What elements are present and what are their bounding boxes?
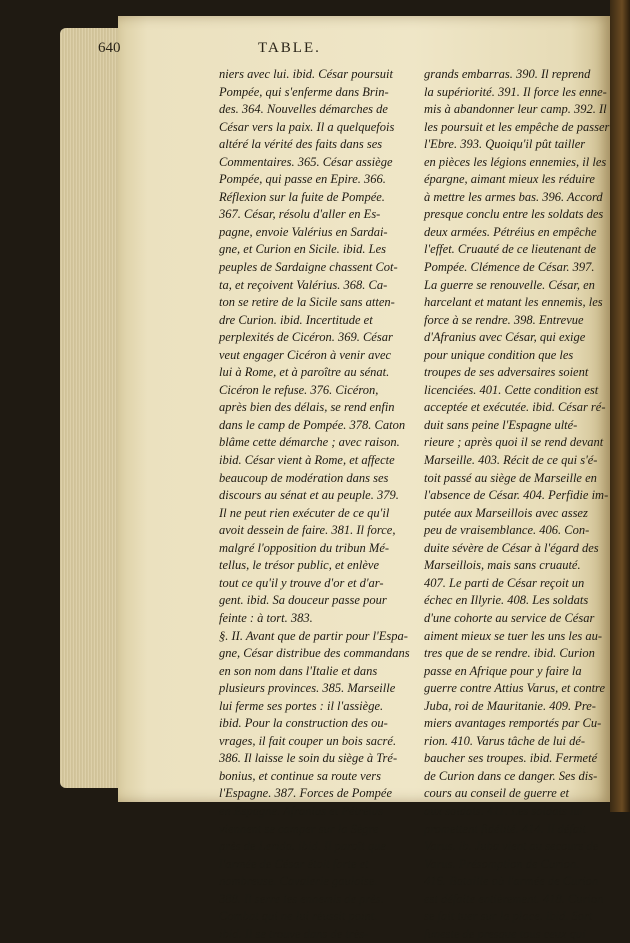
text-line: rieure ; après quoi il se rend devant <box>424 435 604 450</box>
text-line: échec en Illyrie. 408. Les soldats <box>424 593 589 608</box>
text-line: ibid. César vient à Rome, et affecte <box>219 453 395 468</box>
text-line: dre Curion. ibid. Incertitude et <box>219 312 373 327</box>
text-line: Pompée, qui passe en Epire. 366. <box>219 172 386 187</box>
text-line: gent. ibid. Sa douceur passe pour <box>219 593 387 608</box>
text-line: altéré la vérité des faits dans ses <box>219 137 383 152</box>
text-line: funeste de presque tous ceux qui <box>424 926 586 941</box>
text-line: Marseille. 403. Récit de ce qui s'é- <box>424 453 598 468</box>
text-line: après bien des délais, se rend enfin <box>219 400 395 415</box>
text-line: Varus. ib. Juba vient au secours de <box>424 839 599 854</box>
page-header <box>98 38 428 60</box>
text-line: à mettre les armes bas. 396. Accord <box>424 189 603 204</box>
text-line: ibid. Pour la construction des ou- <box>219 716 388 731</box>
book-spine <box>610 0 630 812</box>
text-line: discours au sénat et au peuple. 379. <box>219 488 399 503</box>
text-line: Juba, roi de Mauritanie. 409. Pre- <box>424 698 596 713</box>
text-line: Pompée. Clémence de César. 397. <box>424 260 595 275</box>
text-line: épargne, aimant mieux les réduire <box>424 172 595 187</box>
text-line: aux soldats. 411. Les soldats lui <box>424 803 584 818</box>
text-line: La guerre se renouvelle. César, en <box>424 277 595 292</box>
text-line: rion. 410. Varus tâche de lui dé- <box>424 733 586 748</box>
text-line: Varus. Présomption de Curion. <box>424 856 580 871</box>
text-line: l'armée de César étoit forte et <box>219 856 369 871</box>
text-line: l'absence de César. 404. Perfidie im- <box>424 488 609 503</box>
text-line: promettent fidélité. 414. Il défait <box>424 821 587 836</box>
text-line: Combat qui ne lui réussit point. <box>219 909 378 924</box>
text-line: des. 364. Nouvelles démarches de <box>219 102 388 117</box>
text-line: près de Lerida. ibid. Il paroît que <box>219 839 386 854</box>
text-line: Marseillois, mais sans cruauté. <box>424 558 581 573</box>
text-line: blâme cette démarche ; avec raison. <box>219 435 400 450</box>
text-line: plusieurs provinces. 385. Marseille <box>219 681 396 696</box>
text-line: en pièces les légions ennemies, il les <box>424 154 607 169</box>
running-head: TABLE. <box>258 40 321 56</box>
text-line: beaucoup de modération dans ses <box>219 470 389 485</box>
text-line: passe en Afrique pour y faire la <box>424 663 582 678</box>
text-line: troupes de ses adversaires soient <box>424 365 589 380</box>
text-line: malgré l'opposition du tribun Mé- <box>219 540 390 555</box>
text-line: nombreuse. Cavalerie gauloise. <box>219 874 378 889</box>
text-line: peuples de Sardaigne chassent Cot- <box>219 260 398 275</box>
text-line: mis à abandonner leur camp. 392. Il <box>424 102 607 117</box>
text-line: en son nom dans l'Italie et dans <box>219 663 378 678</box>
text-line: bonius, et continue sa route vers <box>219 768 382 783</box>
text-line: l'effet. Cruauté de ce lieutenant de <box>424 242 597 257</box>
text-line: de Curion dans ce danger. Ses dis- <box>424 768 598 783</box>
text-line: l'Espagne. 387. Forces de Pompée <box>219 786 392 801</box>
text-line: tout ce qu'il y trouve d'or et d'ar- <box>219 575 384 590</box>
text-line: §. II. Avant que de partir pour l'Espa- <box>219 628 408 643</box>
text-line: est défaite entièrement. 418. Curion <box>424 891 604 906</box>
text-line: tellus, le trésor public, et enlève <box>219 558 380 573</box>
text-line: grands embarras. 390. Il reprend <box>424 67 591 81</box>
text-line: duite sévère de César à l'égard des <box>424 540 599 555</box>
text-line: ibid. Il se trouve dans de très- <box>219 926 369 941</box>
text-line: la supériorité. 391. Il force les enne- <box>424 84 607 99</box>
text-line: dans le camp de Pompée. 378. Caton <box>219 417 406 432</box>
text-line: licenciées. 401. Cette condition est <box>424 382 599 397</box>
text-line: force à se rendre. 398. Entrevue <box>424 312 584 327</box>
text-line: l'Ebre. 393. Quoiqu'il pût tailler <box>424 137 586 152</box>
text-line: harcelant et matant les ennemis, les <box>424 295 603 310</box>
text-line: avoit dessein de faire. 381. Il force, <box>219 523 396 538</box>
text-line: deux armées. Pétréius en empêche <box>424 224 597 239</box>
text-line: lui ferme ses portes : il l'assiège. <box>219 698 384 713</box>
text-line: 416. Bataille où l'armée de Curion <box>424 874 599 889</box>
text-line: se fait tuer sur la place. ibid. Sort <box>424 909 593 924</box>
text-line: 386. Il laisse le soin du siège à Tré- <box>219 751 398 766</box>
text-line: pour unique condition que les <box>424 347 574 362</box>
text-line: duit sans peine l'Espagne ulté- <box>424 417 578 432</box>
text-line: viennent se camper sur la Sègre <box>219 821 379 836</box>
text-line: feinte : à tort. 383. <box>219 610 313 625</box>
text-line: baucher ses troupes. ibid. Fermeté <box>424 751 598 766</box>
text-line: 407. Le parti de César reçoit un <box>424 575 585 590</box>
text-line: guerre contre Attius Varus, et contre <box>424 681 605 696</box>
text-line: pagne, envoie Valérius en Sardai- <box>219 224 388 239</box>
text-line: vrages, il fait couper un bois sacré. <box>219 733 397 748</box>
text-line: Pompée, qui s'enferme dans Brin- <box>219 84 389 99</box>
text-line: d'Afranius avec César, qui exige <box>424 330 586 345</box>
text-line: gne, César distribue des commandans <box>219 646 410 661</box>
text-line: Réflexion sur la fuite de Pompée. <box>219 189 385 204</box>
text-line: peu de vraisemblance. 406. Con- <box>424 523 590 538</box>
text-line: presque conclu entre les soldats des <box>424 207 604 222</box>
text-line: veut engager Cicéron à venir avec <box>219 347 392 362</box>
text-line: lui à Rome, et à paroître au sénat. <box>219 365 390 380</box>
text-line: Commentaires. 365. César assiège <box>219 154 393 169</box>
text-line: tres que de se rendre. ibid. Curion <box>424 646 595 661</box>
text-line: en Espagne. Afranius et Pétréius <box>219 803 383 818</box>
text-line: toit passé au siège de Marseille en <box>424 470 597 485</box>
text-line: cours au conseil de guerre et <box>424 786 569 801</box>
page-number: 640 <box>98 40 121 56</box>
text-line: Cicéron le refuse. 376. Cicéron, <box>219 382 379 397</box>
text-line: les poursuit et les empêche de passer <box>424 119 610 134</box>
text-line: acceptée et exécutée. ibid. César ré- <box>424 400 606 415</box>
text-line: aiment mieux se tuer les uns les au- <box>424 628 603 643</box>
text-line: niers avec lui. ibid. César poursuit <box>219 67 393 81</box>
text-column-left <box>219 66 410 941</box>
text-line: ton se retire de la Sicile sans atten- <box>219 295 395 310</box>
text-line: 388. Il serre les ennemis de près. <box>219 891 384 906</box>
text-column-right <box>424 66 610 941</box>
text-line: César vers la paix. Il a quelquefois <box>219 119 395 134</box>
text-line: 367. César, résolu d'aller en Es- <box>219 207 381 222</box>
text-line: miers avantages remportés par Cu- <box>424 716 602 731</box>
text-line: d'une cohorte au service de César <box>424 610 595 625</box>
text-line: gne, et Curion en Sicile. ibid. Les <box>219 242 386 257</box>
text-line: perplexités de Cicéron. 369. César <box>219 330 393 345</box>
text-line: putée aux Marseillois avec assez <box>424 505 588 520</box>
text-line: ta, et reçoivent Valérius. 368. Ca- <box>219 277 388 292</box>
text-line: Il ne peut rien exécuter de ce qu'il <box>219 505 390 520</box>
